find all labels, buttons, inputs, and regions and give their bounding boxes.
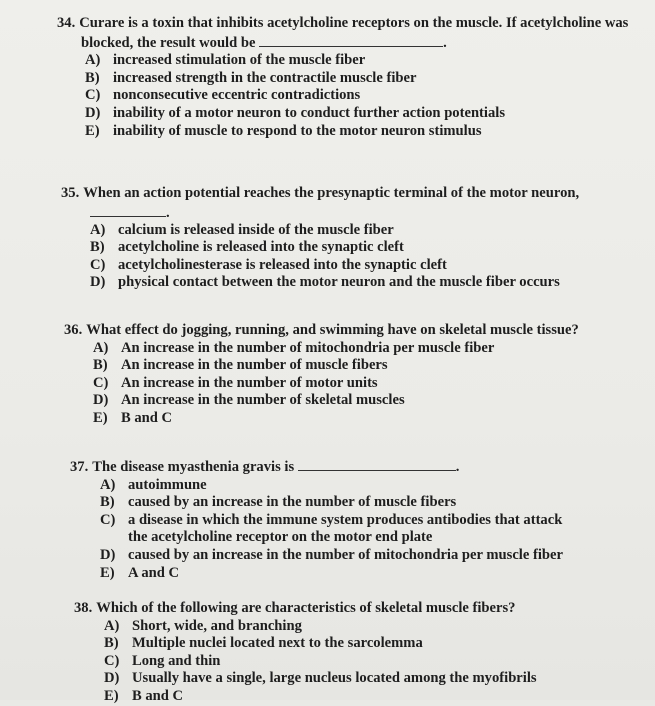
- question-34: [57, 15, 647, 140]
- option-a[interactable]: [104, 618, 644, 636]
- option-letter: D): [90, 274, 106, 291]
- option-d[interactable]: [100, 547, 645, 565]
- option-b[interactable]: [93, 357, 644, 375]
- stem-line-2: blocked, the result would be: [81, 34, 256, 51]
- option-d[interactable]: [85, 105, 647, 123]
- question-stem: [70, 457, 645, 477]
- question-stem: [57, 15, 647, 33]
- stem-end: .: [166, 204, 170, 221]
- option-text: B and C: [121, 409, 173, 426]
- option-b[interactable]: [90, 239, 646, 257]
- stem-line-1: The disease myasthenia gravis is: [92, 459, 295, 475]
- option-text: inability of a motor neuron to conduct further action potentials: [113, 104, 506, 121]
- options-list: [70, 477, 645, 583]
- question-stem: [61, 185, 646, 203]
- option-letter: D): [85, 104, 101, 121]
- question-number: 36.: [64, 322, 83, 338]
- question-number: 34.: [57, 15, 76, 31]
- question-stem: [74, 600, 644, 618]
- option-e[interactable]: [93, 410, 644, 428]
- option-text: caused by an increase in the number of mitochondria per muscle fiber: [128, 546, 563, 563]
- option-text: increased stimulation of the muscle fiber: [113, 52, 366, 69]
- option-letter: C): [90, 256, 106, 273]
- option-e[interactable]: [104, 688, 644, 706]
- option-text: acetylcholine is released into the synaptic cleft: [118, 239, 404, 256]
- stem-line-1: Which of the following are characteristics of skeletal muscle fibers?: [96, 600, 516, 616]
- option-c[interactable]: [104, 653, 644, 671]
- option-text: calcium is released inside of the muscle fiber: [118, 221, 394, 238]
- question-stem-cont: [57, 33, 647, 53]
- option-letter: B): [90, 239, 105, 256]
- answer-blank[interactable]: [259, 33, 443, 47]
- option-text: autoimmune: [128, 476, 207, 493]
- option-letter: C): [85, 87, 101, 104]
- option-text: physical contact between the motor neuron and the muscle fiber occurs: [118, 274, 560, 291]
- option-text: An increase in the number of skeletal muscles: [121, 392, 405, 409]
- option-letter: E): [93, 409, 108, 426]
- stem-line-1: Curare is a toxin that inhibits acetylcholine receptors on the muscle. If acetylcholine was: [79, 15, 629, 31]
- option-text: nonconsecutive eccentric contradictions: [113, 87, 361, 104]
- option-c[interactable]: [90, 257, 646, 275]
- option-a[interactable]: [93, 340, 644, 358]
- option-text: Long and thin: [132, 652, 221, 669]
- question-number: 38.: [74, 600, 93, 616]
- option-text: a disease in which the immune system produces antibodies that attack the acetylcholine receptor on the motor end plate: [128, 511, 563, 546]
- stem-line-1: What effect do jogging, running, and swimming have on skeletal muscle tissue?: [86, 322, 579, 338]
- option-letter: C): [100, 511, 116, 528]
- stem-end: .: [455, 459, 460, 475]
- option-letter: C): [93, 374, 109, 391]
- option-letter: D): [100, 546, 116, 563]
- option-text: Multiple nuclei located next to the sarcolemma: [132, 635, 423, 652]
- option-a[interactable]: [100, 477, 645, 495]
- option-text: An increase in the number of mitochondria per muscle fiber: [121, 339, 495, 356]
- option-text: An increase in the number of muscle fibers: [121, 357, 388, 374]
- question-number: 37.: [70, 459, 89, 475]
- question-37: [70, 457, 645, 582]
- question-stem: [64, 322, 644, 340]
- option-letter: B): [93, 357, 108, 374]
- option-e[interactable]: [85, 123, 647, 141]
- option-text: acetylcholinesterase is released into the synaptic cleft: [118, 256, 447, 273]
- option-c[interactable]: [85, 87, 647, 105]
- option-text: B and C: [132, 687, 184, 704]
- option-letter: C): [104, 652, 120, 669]
- option-b[interactable]: [85, 70, 647, 88]
- stem-line-1: When an action potential reaches the presynaptic terminal of the motor neuron,: [83, 185, 580, 201]
- option-letter: A): [100, 476, 116, 493]
- option-text: An increase in the number of motor units: [121, 374, 378, 391]
- option-d[interactable]: [104, 670, 644, 688]
- option-letter: A): [85, 52, 101, 69]
- options-list: [57, 52, 647, 140]
- answer-blank[interactable]: [298, 457, 456, 471]
- options-list: [74, 618, 644, 706]
- option-b[interactable]: [104, 635, 644, 653]
- question-36: [64, 322, 644, 428]
- option-letter: B): [85, 69, 100, 86]
- options-list: [61, 222, 646, 292]
- option-letter: B): [104, 635, 119, 652]
- question-38: [74, 600, 644, 706]
- option-a[interactable]: [90, 222, 646, 240]
- option-letter: B): [100, 494, 115, 511]
- option-letter: A): [90, 221, 106, 238]
- option-text: Usually have a single, large nucleus located among the myofibrils: [132, 670, 537, 687]
- option-letter: E): [85, 122, 100, 139]
- option-e[interactable]: [100, 565, 645, 583]
- option-letter: A): [104, 617, 120, 634]
- option-text: caused by an increase in the number of muscle fibers: [128, 494, 457, 511]
- option-b[interactable]: [100, 494, 645, 512]
- question-35: [61, 185, 646, 292]
- option-letter: E): [104, 687, 119, 704]
- option-d[interactable]: [93, 392, 644, 410]
- option-text: Short, wide, and branching: [132, 617, 302, 634]
- option-letter: D): [104, 670, 120, 687]
- stem-end: .: [443, 34, 447, 51]
- option-c[interactable]: [100, 512, 645, 547]
- option-letter: E): [100, 564, 115, 581]
- option-c[interactable]: [93, 375, 644, 393]
- question-number: 35.: [61, 185, 80, 201]
- option-letter: D): [93, 392, 109, 409]
- option-text: A and C: [128, 564, 180, 581]
- option-letter: A): [93, 339, 109, 356]
- option-text: increased strength in the contractile muscle fiber: [113, 69, 417, 86]
- option-d[interactable]: [90, 274, 646, 292]
- answer-blank[interactable]: [90, 203, 166, 217]
- options-list: [64, 340, 644, 428]
- question-stem-cont: [61, 203, 646, 222]
- option-text: inability of muscle to respond to the motor neuron stimulus: [113, 122, 482, 139]
- option-a[interactable]: [85, 52, 647, 70]
